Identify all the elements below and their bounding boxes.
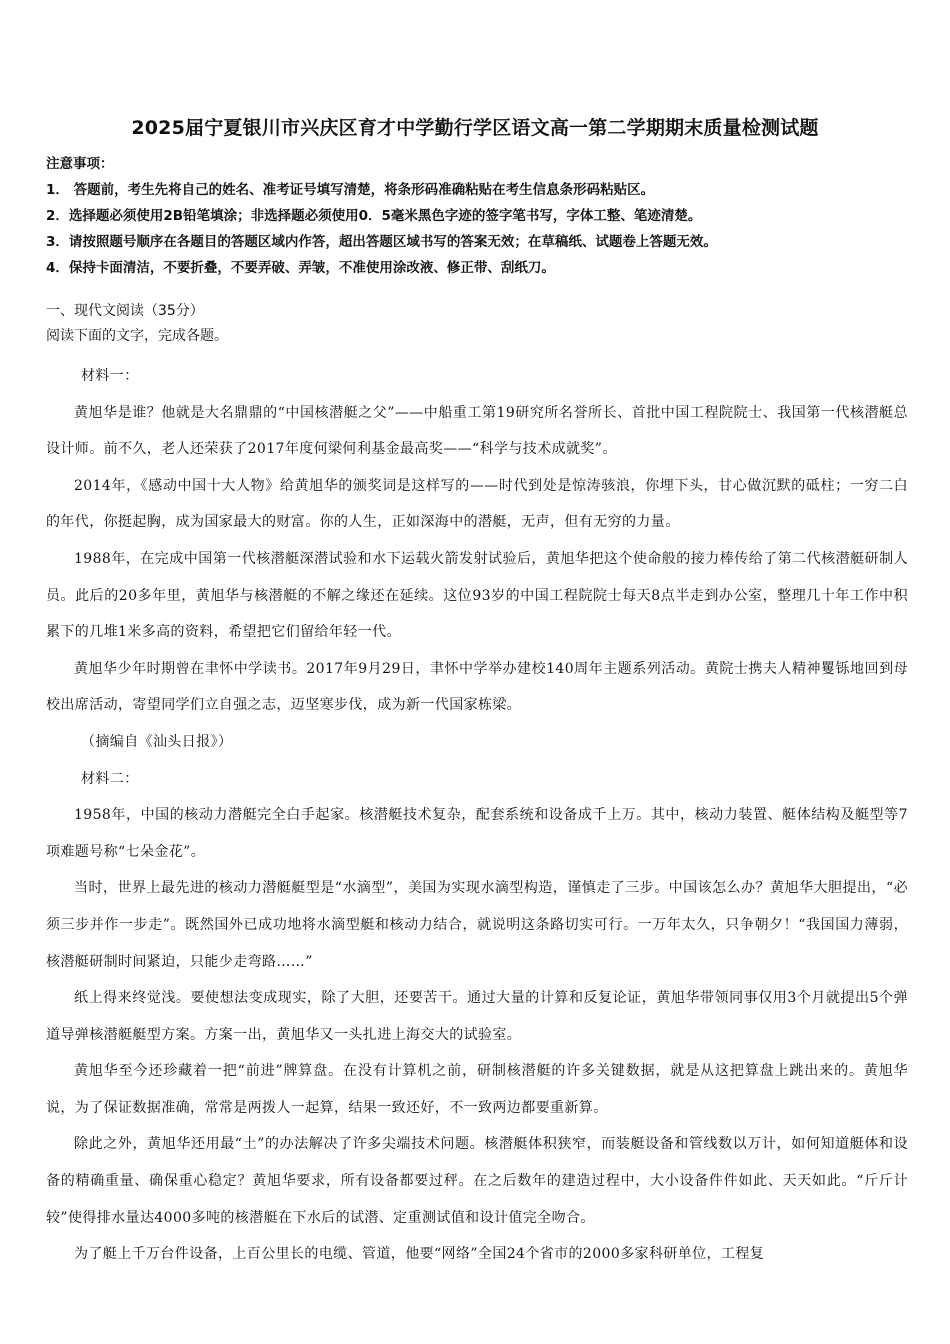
note-item: 2．选择题必须使用2B铅笔填涂；非选择题必须使用0．5毫米黑色字迹的签字笔书写，字体工整、笔迹清楚。 [46,208,702,224]
paragraph: 黄旭华少年时期曾在聿怀中学读书。2017年9月29日，聿怀中学举办建校140周年主题系列活动。黄院士携夫人精神矍铄地回到母校出席活动，寄望同学们立自强之志，迈坚寒步伐，成为新一代国家栋梁。 [46,660,908,714]
reading-instruction: 阅读下面的文字，完成各题。 [46,328,228,344]
note-item: 4．保持卡面清洁，不要折叠，不要弄破、弄皱，不准使用涂改液、修正带、刮纸刀。 [46,260,555,276]
material-label: 材料一： [81,368,139,384]
section-heading: 一、现代文阅读（35分） [46,303,204,319]
paragraph: 2014年，《感动中国十大人物》给黄旭华的颁奖词是这样写的——时代到处是惊涛骇浪，你埋下头，甘心做沉默的砥柱；一穷二白的年代，你挺起胸，成为国家最大的财富。你的人生，正如深海中的潜艇，无声，但有无穷的力量。 [46,477,908,531]
note-item: 1． 答题前，考生先将自己的姓名、准考证号填写清楚，将条形码准确粘贴在考生信息条形码粘贴区。 [46,182,655,198]
paragraph: 当时，世界上最先进的核动力潜艇艇型是“水滴型”，美国为实现水滴型构造，谨慎走了三步。中国该怎么办？黄旭华大胆提出，“必须三步并作一步走”。既然国外已成功地将水滴型艇和核动力结合，就说明这条路切实可行。一万年太久，只争朝夕！“我国国力薄弱，核潜艇研制时间紧迫，只能少走弯路……” [46,880,908,970]
notes-heading: 注意事项： [46,156,114,172]
material-label: 材料二： [81,770,139,787]
paragraph: 黄旭华是谁？他就是大名鼎鼎的“中国核潜艇之父”——中船重工第19研究所名誉所长、首批中国工程院院士、我国第一代核潜艇总设计师。前不久，老人还荣获了2017年度何梁何利基金最高奖——“科学与技术成就奖”。 [46,404,908,458]
document-title: 2025届宁夏银川市兴庆区育才中学勤行学区语文高一第二学期期末质量检测试题 [131,117,819,139]
reading-passage [46,358,908,1273]
note-item: 3．请按照题号顺序在各题目的答题区域内作答，超出答题区域书写的答案无效；在草稿纸、试题卷上答题无效。 [46,234,717,250]
notes-section [46,151,926,281]
paragraph: 1988年，在完成中国第一代核潜艇深潜试验和水下运载火箭发射试验后，黄旭华把这个使命般的接力棒传给了第二代核潜艇研制人员。此后的20多年里，黄旭华与核潜艇的不解之缘还在延续。这位93岁的中国工程院院士每天8点半走到办公室，整理几十年工作中积累下的几堆1米多高的资料，希望把它们留给年轻一代。 [46,550,908,641]
source-note: （摘编自《汕头日报》） [81,733,233,750]
paragraph: 除此之外，黄旭华还用最“土”的办法解决了许多尖端技术问题。核潜艇体积狭窄，而装艇设备和管线数以万计，如何知道艇体和设备的精确重量、确保重心稳定？黄旭华要求，所有设备都要过秤。在之后数年的建造过程中，大小设备件件如此、天天如此。“斤斤计较”使得排水量达4000多吨的核潜艇在下水后的试潜、定重测试值和设计值完全吻合。 [46,1136,908,1226]
paragraph: 纸上得来终觉浅。要使想法变成现实，除了大胆，还要苦干。通过大量的计算和反复论证，黄旭华带领同事仅用3个月就提出5个弹道导弹核潜艇艇型方案。方案一出，黄旭华又一头扎进上海交大的试验室。 [46,990,908,1043]
paragraph: 为了艇上千万台件设备，上百公里长的电缆、管道，他要“网络”全国24个省市的2000多家科研单位，工程复 [74,1246,765,1263]
paragraph: 1958年，中国的核动力潜艇完全白手起家。核潜艇技术复杂，配套系统和设备成千上万。其中，核动力装置、艇体结构及艇型等7项难题号称“七朵金花”。 [46,807,908,860]
paragraph: 黄旭华至今还珍藏着一把“前进”牌算盘。在没有计算机之前，研制核潜艇的许多关键数据，就是从这把算盘上跳出来的。黄旭华说，为了保证数据准确，常常是两拨人一起算，结果一致还好，不一致两边都要重新算。 [46,1063,908,1116]
